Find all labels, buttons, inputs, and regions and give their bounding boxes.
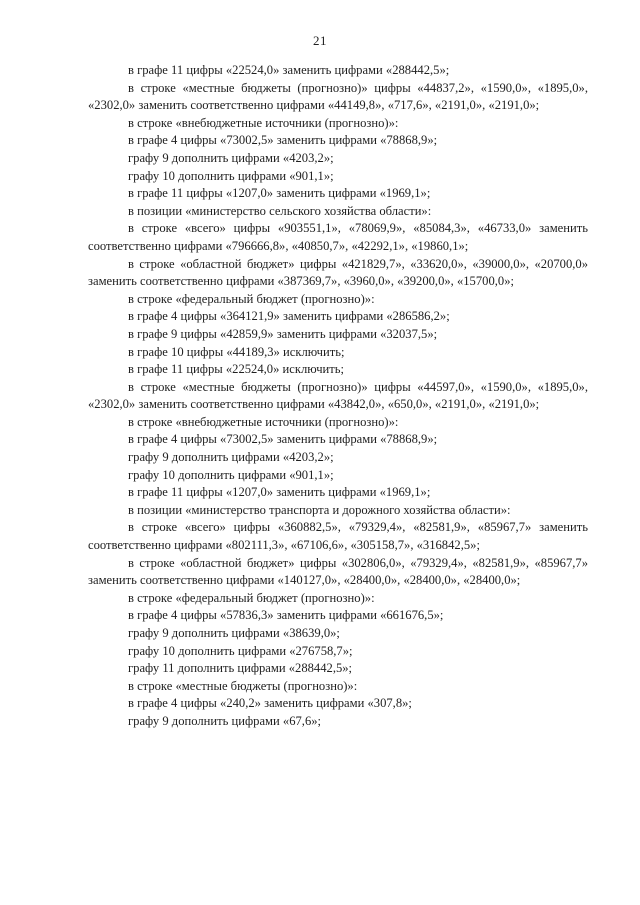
paragraph: графу 9 дополнить цифрами «4203,2»; bbox=[128, 150, 334, 165]
paragraph: в строке «федеральный бюджет (прогнозно)»: bbox=[128, 291, 375, 306]
paragraph: графу 11 дополнить цифрами «288442,5»; bbox=[128, 661, 353, 676]
paragraph: в строке «местные бюджеты (прогнозно)» цифры «44597,0», «1590,0», «1895,0», «2302,0» заменить соответственно цифрами «43842,0», «650,0», «2191,0», «2191,0»; bbox=[88, 379, 588, 412]
paragraph: в графе 4 цифры «73002,5» заменить цифрами «78868,9»; bbox=[128, 432, 438, 447]
paragraph: в графе 11 цифры «1207,0» заменить цифрами «1969,1»; bbox=[128, 485, 431, 500]
paragraph: в графе 4 цифры «364121,9» заменить цифрами «286586,2»; bbox=[128, 309, 450, 324]
paragraph: в графе 4 цифры «240,2» заменить цифрами «307,8»; bbox=[128, 696, 412, 711]
paragraph: в строке «федеральный бюджет (прогнозно)»: bbox=[128, 590, 375, 605]
paragraph: в графе 11 цифры «22524,0» исключить; bbox=[128, 362, 345, 377]
paragraph: в графе 4 цифры «73002,5» заменить цифрами «78868,9»; bbox=[128, 133, 438, 148]
paragraph: графу 9 дополнить цифрами «67,6»; bbox=[128, 713, 322, 728]
paragraph: в строке «областной бюджет» цифры «421829,7», «33620,0», «39000,0», «20700,0» заменить соответственно цифрами «387369,7», «3960,0», «39200,0», «15700,0»; bbox=[88, 256, 588, 289]
paragraph: графу 10 дополнить цифрами «901,1»; bbox=[128, 467, 334, 482]
paragraph: графу 10 дополнить цифрами «901,1»; bbox=[128, 168, 334, 183]
paragraph: в строке «всего» цифры «903551,1», «78069,9», «85084,3», «46733,0» заменить соответственно цифрами «796666,8», «40850,7», «42292,1», «19860,1»; bbox=[88, 221, 588, 253]
paragraph: в графе 4 цифры «57836,3» заменить цифрами «661676,5»; bbox=[128, 608, 444, 623]
paragraph: в строке «областной бюджет» цифры «302806,0», «79329,4», «82581,9», «85967,7» заменить соответственно цифрами «140127,0», «28400,0», «28400,0», «28400,0»; bbox=[88, 555, 588, 588]
paragraph: графу 9 дополнить цифрами «38639,0»; bbox=[128, 626, 340, 640]
paragraph: графу 9 дополнить цифрами «4203,2»; bbox=[128, 450, 334, 465]
paragraph: в строке «внебюджетные источники (прогнозно)»: bbox=[128, 414, 399, 429]
paragraph: в графе 10 цифры «44189,3» исключить; bbox=[128, 344, 345, 359]
paragraph: в строке «внебюджетные источники (прогнозно)»: bbox=[128, 115, 399, 130]
paragraph: в графе 11 цифры «22524,0» заменить цифрами «288442,5»; bbox=[128, 63, 450, 77]
paragraph: в позиции «министерство сельского хозяйства области»: bbox=[128, 203, 432, 218]
paragraph: в позиции «министерство транспорта и дорожного хозяйства области»: bbox=[128, 502, 511, 517]
paragraph: в строке «местные бюджеты (прогнозно)»: bbox=[128, 678, 358, 693]
paragraph: в графе 11 цифры «1207,0» заменить цифрами «1969,1»; bbox=[128, 186, 431, 201]
page-number: 21 bbox=[313, 33, 327, 48]
paragraph: в графе 9 цифры «42859,9» заменить цифрами «32037,5»; bbox=[128, 326, 438, 341]
paragraph: в строке «местные бюджеты (прогнозно)» цифры «44837,2», «1590,0», «1895,0», «2302,0» заменить соответственно цифрами «44149,8», «717,6», «2191,0», «2191,0»; bbox=[88, 80, 588, 113]
paragraph: графу 10 дополнить цифрами «276758,7»; bbox=[128, 643, 353, 658]
document-body bbox=[88, 62, 588, 731]
paragraph: в строке «всего» цифры «360882,5», «79329,4», «82581,9», «85967,7» заменить соответственно цифрами «802111,3», «67106,6», «305158,7», «316842,5»; bbox=[88, 520, 588, 553]
